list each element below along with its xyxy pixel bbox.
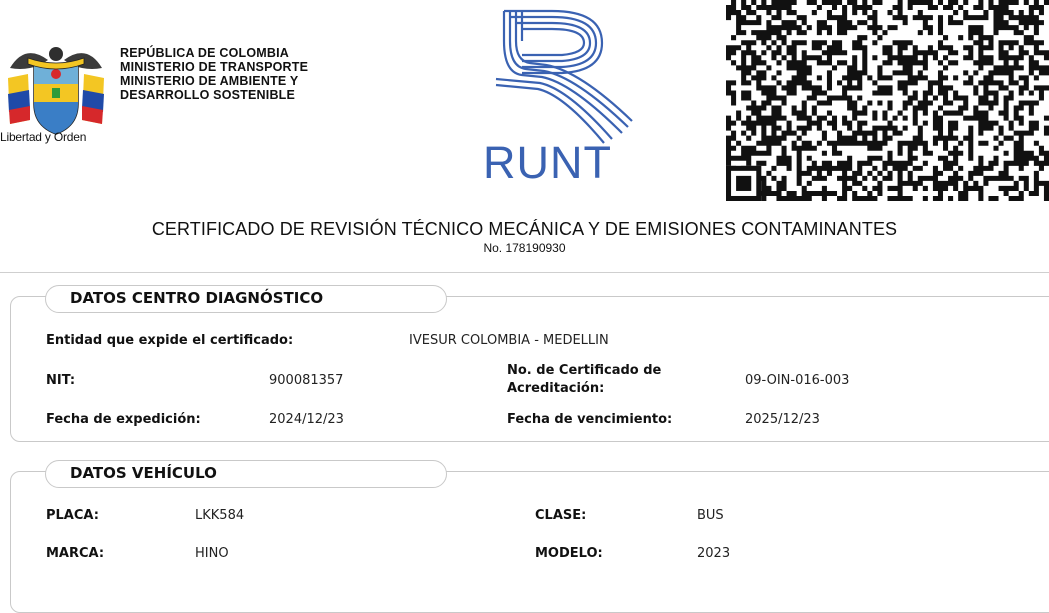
diagnostic-center-heading: DATOS CENTRO DIAGNÓSTICO	[70, 289, 324, 307]
accreditation-label-line2: Acreditación:	[507, 381, 605, 396]
plate-label: PLACA:	[46, 508, 99, 523]
ministry-line-2: MINISTERIO DE TRANSPORTE	[120, 60, 309, 74]
motto-text: Libertad y Orden	[0, 130, 87, 144]
issue-date-value: 2024/12/23	[269, 412, 344, 427]
entity-value: IVESUR COLOMBIA - MEDELLIN	[409, 333, 609, 348]
accreditation-label-line1: No. de Certificado de	[507, 363, 662, 378]
runt-logo-icon	[482, 5, 637, 150]
model-label: MODELO:	[535, 546, 603, 561]
accreditation-value: 09-OIN-016-003	[745, 373, 850, 388]
header-divider	[0, 272, 1049, 273]
expiry-date-value: 2025/12/23	[745, 412, 820, 427]
vehicle-panel	[10, 471, 1049, 613]
class-value: BUS	[697, 508, 724, 523]
plate-value: LKK584	[195, 508, 245, 523]
nit-label: NIT:	[46, 373, 76, 388]
vehicle-heading: DATOS VEHÍCULO	[70, 464, 217, 482]
qr-code-icon	[726, 0, 1049, 201]
expiry-date-label: Fecha de vencimiento:	[507, 412, 673, 427]
nit-value: 900081357	[269, 373, 344, 388]
ministry-line-1: REPÚBLICA DE COLOMBIA	[120, 46, 290, 60]
brand-value: HINO	[195, 546, 229, 561]
ministry-line-3: MINISTERIO DE AMBIENTE Y	[120, 74, 299, 88]
issue-date-label: Fecha de expedición:	[46, 412, 201, 427]
model-value: 2023	[697, 546, 731, 561]
runt-logo-text: RUNT	[483, 137, 612, 188]
entity-label: Entidad que expide el certificado:	[46, 333, 294, 348]
ministry-line-4: DESARROLLO SOSTENIBLE	[120, 88, 296, 102]
brand-label: MARCA:	[46, 546, 105, 561]
certificate-title: CERTIFICADO DE REVISIÓN TÉCNICO MECÁNICA Y DE EMISIONES CONTAMINANTES	[151, 219, 898, 239]
class-label: CLASE:	[535, 508, 587, 523]
certificate-number: No. 178190930	[483, 241, 566, 255]
